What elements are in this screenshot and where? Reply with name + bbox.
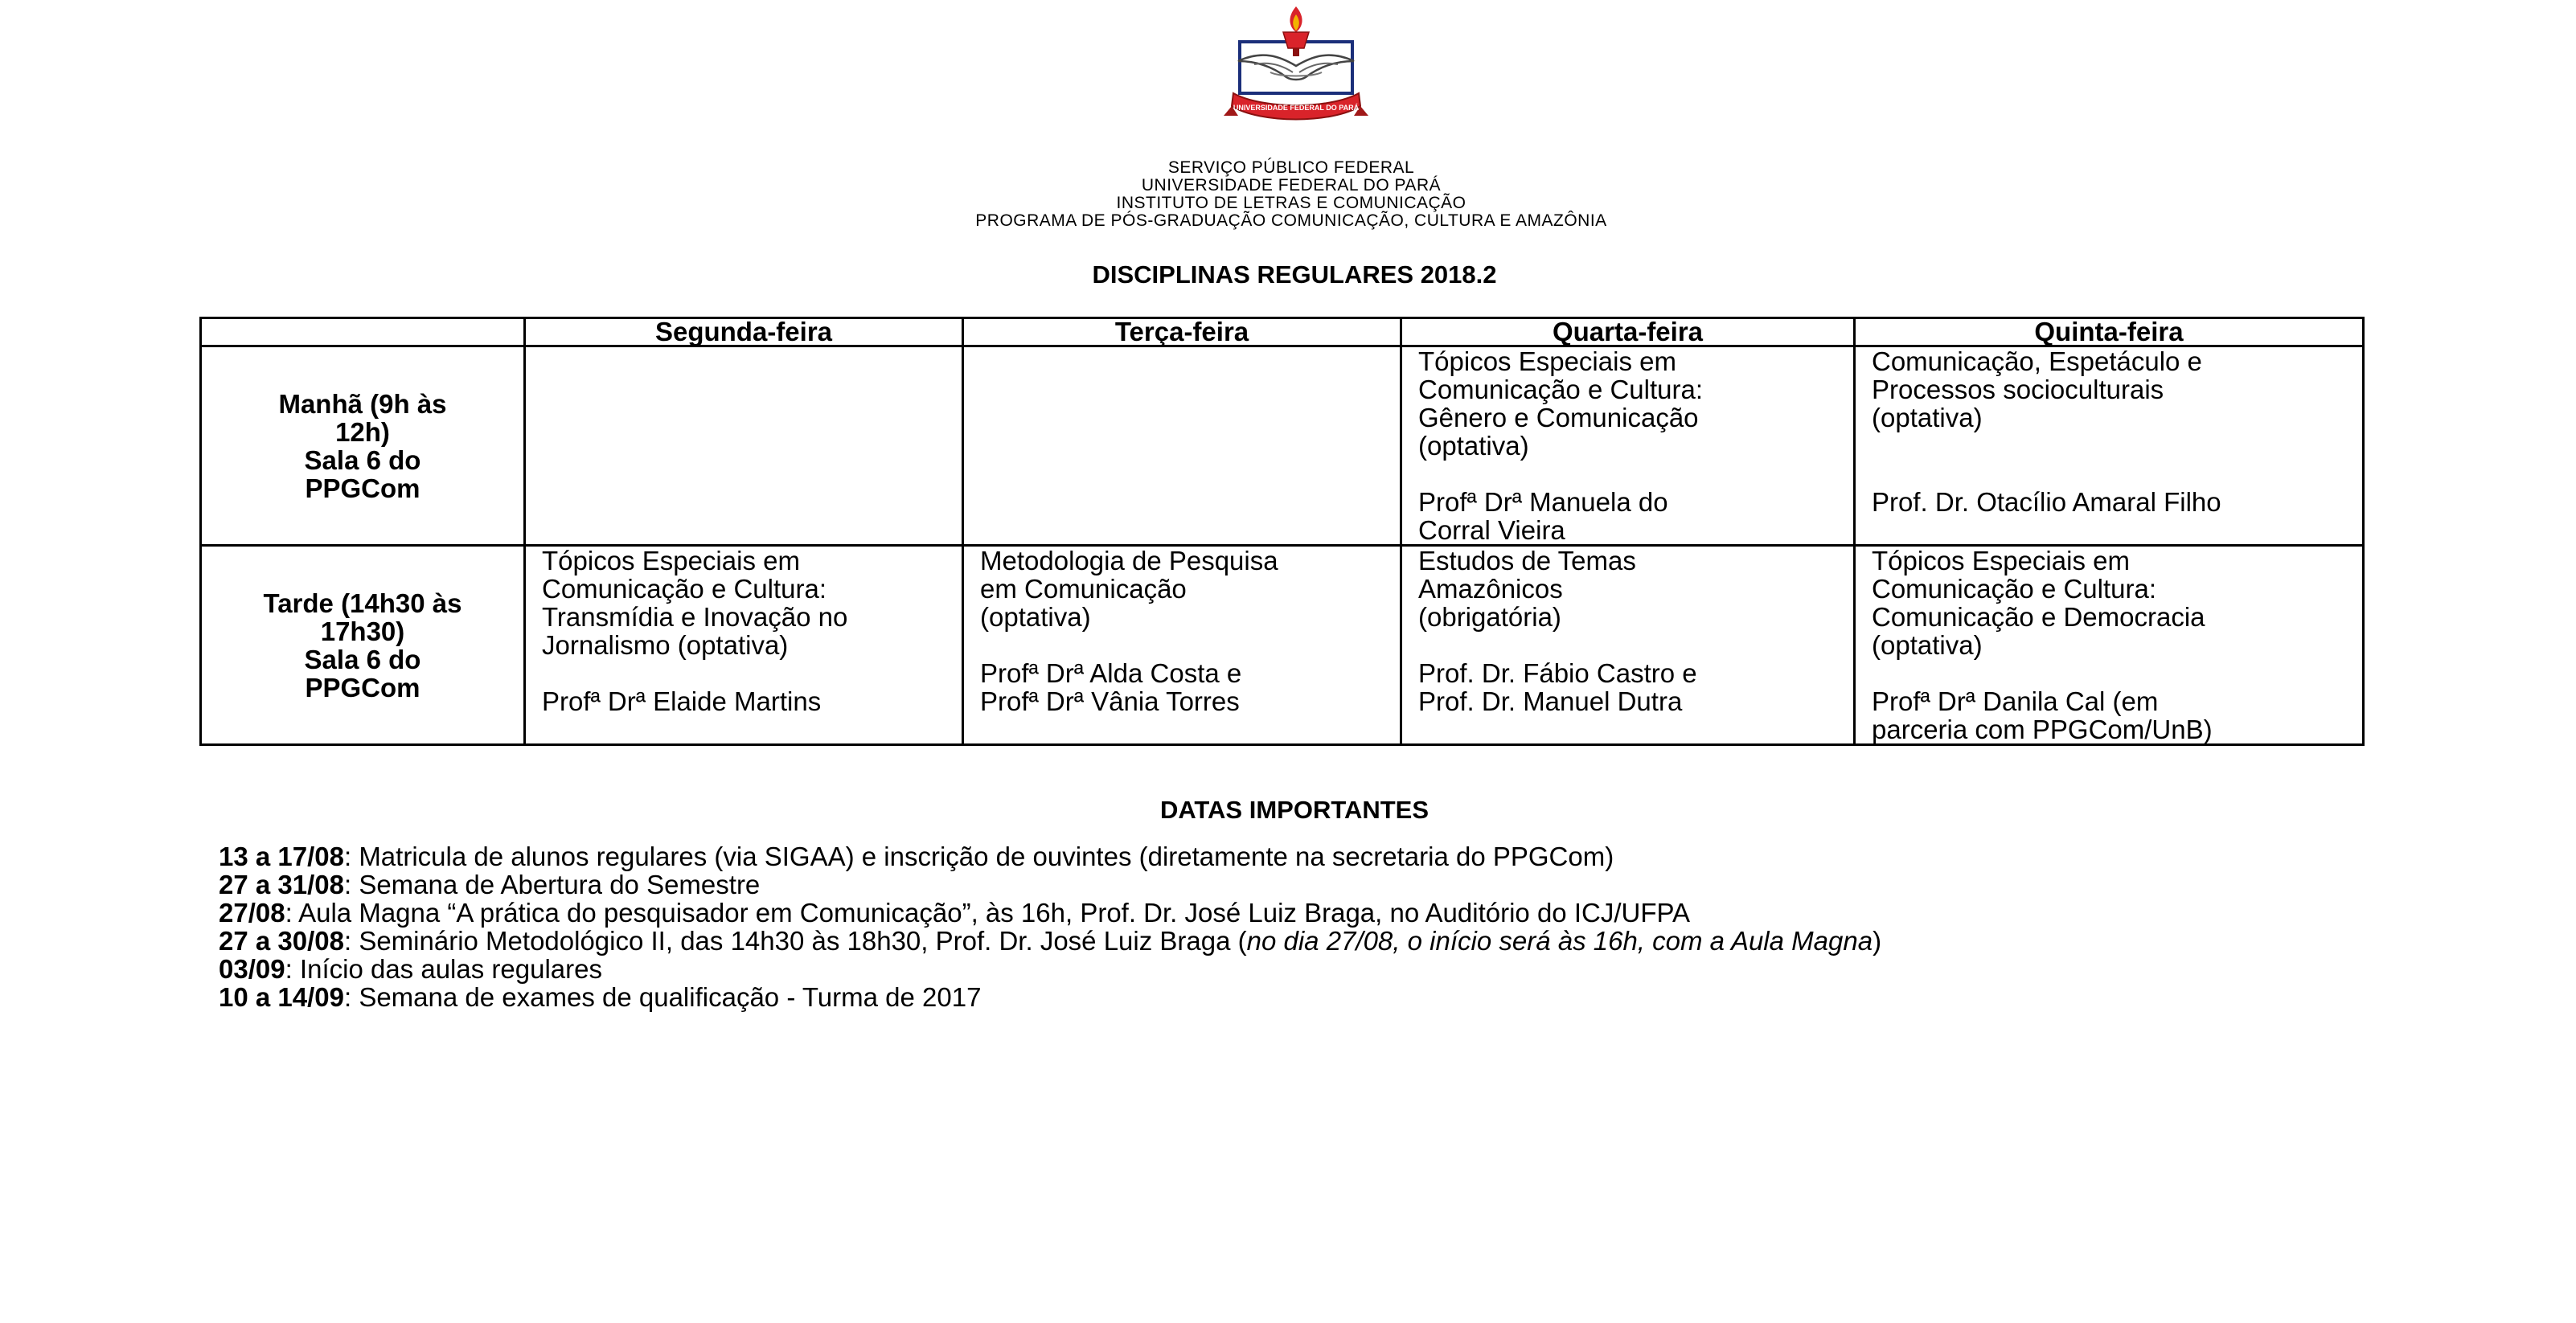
course-line: em Comunicação <box>980 574 1187 604</box>
table-row-afternoon <box>201 546 2364 745</box>
date-label: 27 a 31/08 <box>219 870 344 899</box>
header-line: SERVIÇO PÚBLICO FEDERAL <box>1167 158 1415 177</box>
day-header-tuesday: Terça-feira <box>963 318 1401 346</box>
course-line: Tópicos Especiais em <box>1872 546 2130 575</box>
course-line: Tópicos Especiais em <box>1418 346 1676 376</box>
course-line: (optativa) <box>1872 403 1983 432</box>
course-line: Tópicos Especiais em <box>542 546 800 575</box>
course-line: Jornalismo (optativa) <box>542 630 789 660</box>
course-line: Comunicação e Democracia <box>1872 602 2205 632</box>
cell-afternoon-thursday <box>1855 546 2364 745</box>
course-line: Amazônicos <box>1418 574 1563 604</box>
day-header-monday: Segunda-feira <box>525 318 963 346</box>
date-description: : Início das aulas regulares <box>285 954 602 984</box>
list-item <box>219 927 1881 955</box>
date-description: : Semana de Abertura do Semestre <box>343 870 761 899</box>
course-line: Comunicação e Cultura: <box>1872 574 2157 604</box>
day-header-wednesday: Quarta-feira <box>1401 318 1855 346</box>
time-slot-afternoon: Tarde (14h30 às 17h30) Sala 6 do PPGCom <box>201 546 525 745</box>
day-header-thursday: Quinta-feira <box>1855 318 2364 346</box>
cell-morning-tuesday <box>963 346 1401 546</box>
professor-line: Profª Drª Danila Cal (em <box>1872 686 2159 716</box>
table-header-row <box>201 318 2364 346</box>
schedule-table <box>199 317 2365 746</box>
date-description: : Semana de exames de qualificação - Turma de 2017 <box>343 982 982 1012</box>
course-line: Comunicação, Espetáculo e <box>1872 346 2202 376</box>
course-line: (optativa) <box>1418 431 1529 461</box>
date-note: no dia 27/08, o início será às 16h, com a Aula Magna <box>1246 926 1873 956</box>
header-line: UNIVERSIDADE FEDERAL DO PARÁ <box>1141 176 1442 195</box>
list-item <box>219 870 1881 899</box>
table-row-morning <box>201 346 2364 546</box>
empty-header-cell <box>201 318 525 346</box>
course-line: Comunicação e Cultura: <box>1418 375 1704 404</box>
important-dates-list <box>219 842 1881 1011</box>
date-label: 27 a 30/08 <box>219 926 344 956</box>
date-description: : Matricula de alunos regulares (via SIGAA) e inscrição de ouvintes (diretamente na secretaria do PPGCom) <box>343 842 1614 871</box>
cell-afternoon-tuesday <box>963 546 1401 745</box>
cell-afternoon-monday <box>525 546 963 745</box>
professor-line: parceria com PPGCom/UnB) <box>1872 715 2213 744</box>
professor-line: Profª Drª Elaide Martins <box>542 686 822 716</box>
course-line: (optativa) <box>980 602 1091 632</box>
time-slot-morning: Manhã (9h às 12h) Sala 6 do PPGCom <box>201 346 525 546</box>
date-note-close: ) <box>1873 926 1882 956</box>
course-line: Metodologia de Pesquisa <box>980 546 1278 575</box>
professor-line: Prof. Dr. Fábio Castro e <box>1418 658 1697 688</box>
course-line: (optativa) <box>1872 630 1983 660</box>
date-label: 27/08 <box>219 898 285 928</box>
cell-morning-monday <box>525 346 963 546</box>
list-item <box>219 983 1881 1011</box>
date-description: : Seminário Metodológico II, das 14h30 às 18h30, Prof. Dr. José Luiz Braga ( <box>343 926 1247 956</box>
date-label: 10 a 14/09 <box>219 982 344 1012</box>
institution-header <box>0 159 2576 230</box>
date-label: 13 a 17/08 <box>219 842 344 871</box>
course-line: Processos socioculturais <box>1872 375 2164 404</box>
date-description: : Aula Magna “A prática do pesquisador em Comunicação”, às 16h, Prof. Dr. José Luiz Braga, no Auditório do ICJ/UFPA <box>285 898 1691 928</box>
professor-line: Profª Drª Vânia Torres <box>980 686 1240 716</box>
course-line: Comunicação e Cultura: <box>542 574 827 604</box>
list-item <box>219 899 1881 927</box>
date-label: 03/09 <box>219 954 285 984</box>
list-item <box>219 842 1881 870</box>
professor-line: Profª Drª Alda Costa e <box>980 658 1242 688</box>
ufpa-seal-icon <box>1222 3 1370 138</box>
course-line: Transmídia e Inovação no <box>542 602 848 632</box>
cell-afternoon-wednesday <box>1401 546 1855 745</box>
list-item <box>219 955 1881 983</box>
professor-line: Corral Vieira <box>1418 515 1565 545</box>
seal-ribbon-text: UNIVERSIDADE FEDERAL DO PARÁ <box>1233 104 1360 112</box>
professor-line: Prof. Dr. Otacílio Amaral Filho <box>1872 487 2221 517</box>
professor-line: Profª Drª Manuela do <box>1418 487 1668 517</box>
course-line: Gênero e Comunicação <box>1418 403 1699 432</box>
page-title: DISCIPLINAS REGULARES 2018.2 <box>1092 260 1497 289</box>
header-line: PROGRAMA DE PÓS-GRADUAÇÃO COMUNICAÇÃO, CULTURA E AMAZÔNIA <box>975 211 1607 230</box>
cell-morning-wednesday <box>1401 346 1855 546</box>
cell-morning-thursday <box>1855 346 2364 546</box>
course-line: (obrigatória) <box>1418 602 1561 632</box>
header-line: INSTITUTO DE LETRAS E COMUNICAÇÃO <box>1116 194 1466 212</box>
professor-line: Prof. Dr. Manuel Dutra <box>1418 686 1683 716</box>
course-line: Estudos de Temas <box>1418 546 1636 575</box>
dates-section-title: DATAS IMPORTANTES <box>1159 796 1430 824</box>
